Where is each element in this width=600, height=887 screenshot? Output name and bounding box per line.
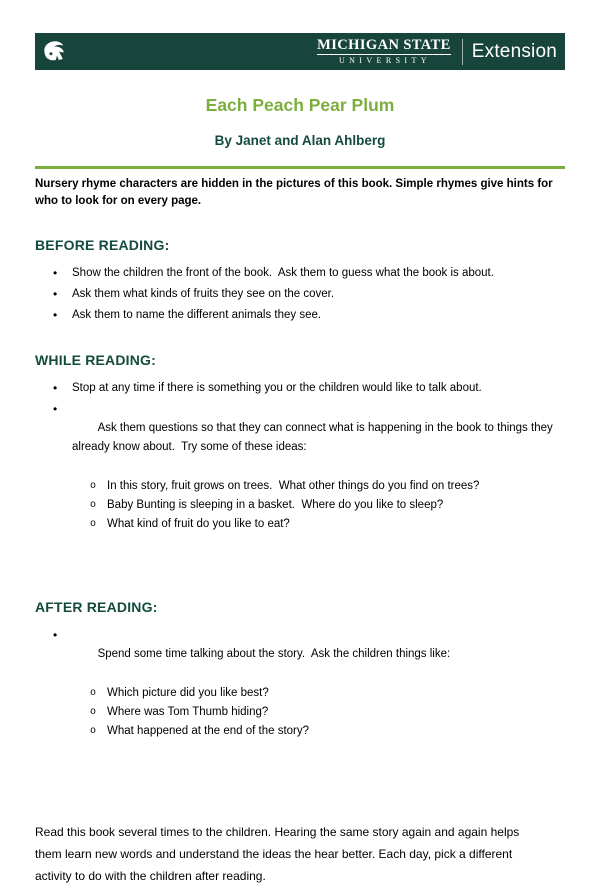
section-heading-while-reading: WHILE READING: [35,352,157,368]
after-reading-list [35,626,565,779]
section-while-reading [35,352,565,572]
sub-list-item: o Baby Bunting is sleeping in a basket. Where do you like to sleep? [90,496,565,515]
section-heading-after-reading: AFTER READING: [35,599,158,615]
extension-label: Extension [471,40,557,62]
list-item: • Show the children the front of the book. Ask them to guess what the book is about. [53,264,565,283]
section-after-reading [35,599,565,779]
intro-text: Nursery rhyme characters are hidden in the pictures of this book. Simple rhymes give hints for who to look for on every page. [35,178,556,207]
bullet-text: Ask them questions so that they can connect what is happening in the book to things they already know about. Try some of these ideas: [72,422,556,453]
sub-list-item: o What kind of fruit do you like to eat? [90,515,565,534]
wordmark-university: UNIVERSITY [338,56,431,66]
msu-spartan-helmet-icon [40,38,70,65]
header-divider [462,39,463,65]
list-item: • Stop at any time if there is something you or the children would like to talk about. [53,379,565,398]
msu-header-bar [35,33,565,70]
wordmark-michigan-state: MICHIGAN STATE [317,36,451,53]
while-reading-sublist [72,477,565,534]
section-before-reading [35,237,565,325]
list-item [53,400,565,572]
list-item: • Ask them to name the different animals they see. [53,306,565,325]
document-page [0,33,600,887]
sub-list-item: o What happened at the end of the story? [90,722,565,741]
list-item: • Ask them what kinds of fruits they see on the cover. [53,285,565,304]
after-reading-sublist [72,684,565,741]
page-title: Each Peach Pear Plum [205,95,395,115]
green-divider-rule [35,166,565,169]
sub-list-item: o In this story, fruit grows on trees. What other things do you find on trees? [90,477,565,496]
sub-list-item: o Where was Tom Thumb hiding? [90,703,565,722]
list-item [53,626,565,779]
section-heading-before-reading: BEFORE READING: [35,237,170,253]
sub-list-item: o Which picture did you like best? [90,684,565,703]
msu-wordmark [317,38,451,66]
bullet-text: Spend some time talking about the story. Ask the children things like: [97,648,451,660]
msu-brand-lockup [317,38,557,66]
before-reading-list [35,264,565,325]
while-reading-list [35,379,565,572]
closing-paragraph: Read this book several times to the children. Hearing the same story again and again helps them learn new words and understand the ideas the hear better. Each day, pick a different activity to do with the children after reading. [35,825,520,883]
page-subtitle: By Janet and Alan Ahlberg [214,133,386,148]
